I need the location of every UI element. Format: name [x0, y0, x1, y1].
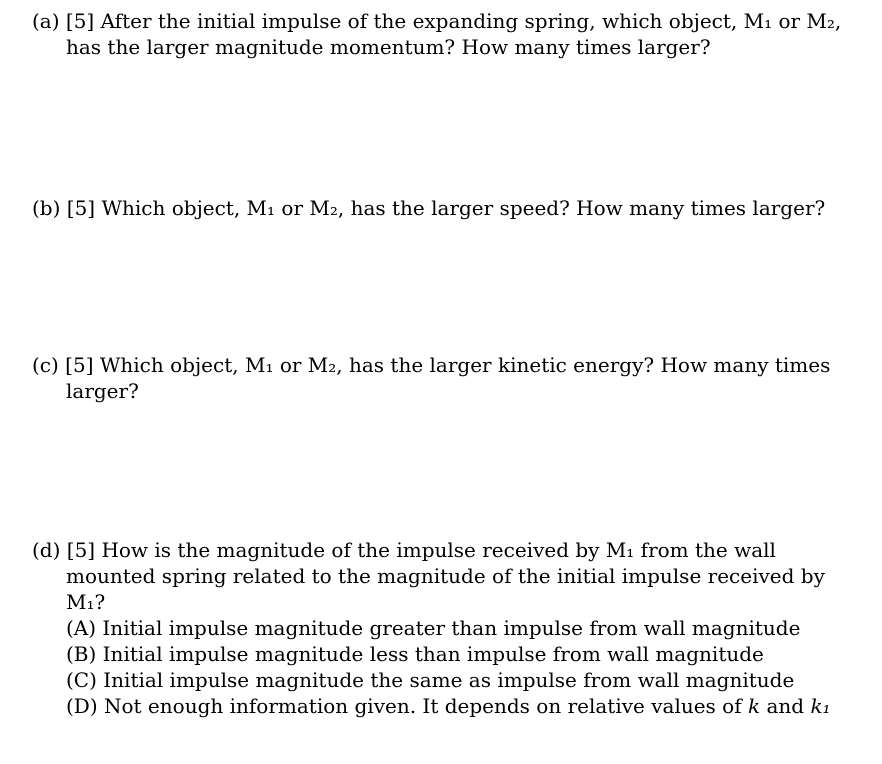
- question-d: [32, 537, 852, 719]
- question-b: [32, 195, 852, 221]
- question-b-line-1: (b) [5] Which object, M₁ or M₂, has the larger speed? How many times larger?: [32, 196, 826, 220]
- question-c-line-2: larger?: [66, 379, 139, 403]
- question-c: [32, 352, 852, 404]
- option-d-text: (D) Not enough information given. It depends on relative values of: [66, 694, 748, 718]
- question-c-line-1: (c) [5] Which object, M₁ or M₂, has the larger kinetic energy? How many times: [32, 353, 831, 377]
- option-a: (A) Initial impulse magnitude greater than impulse from wall magnitude: [66, 616, 801, 640]
- question-d-line-1: (d) [5] How is the magnitude of the impulse received by M₁ from the wall: [32, 538, 776, 562]
- question-d-line-2: mounted spring related to the magnitude of the initial impulse received by: [66, 564, 825, 588]
- question-a-line-2: has the larger magnitude momentum? How many times larger?: [66, 35, 711, 59]
- option-c: (C) Initial impulse magnitude the same as impulse from wall magnitude: [66, 668, 795, 692]
- option-d-and: and: [760, 694, 811, 718]
- option-d-k1: k₁: [810, 694, 831, 718]
- option-b: (B) Initial impulse magnitude less than impulse from wall magnitude: [66, 642, 764, 666]
- question-d-line-3: M₁?: [66, 590, 106, 614]
- option-d: [32, 693, 852, 719]
- question-a: [32, 8, 852, 60]
- option-d-k: k: [747, 694, 761, 718]
- question-a-line-1: (a) [5] After the initial impulse of the expanding spring, which object, M₁ or M₂,: [32, 9, 842, 33]
